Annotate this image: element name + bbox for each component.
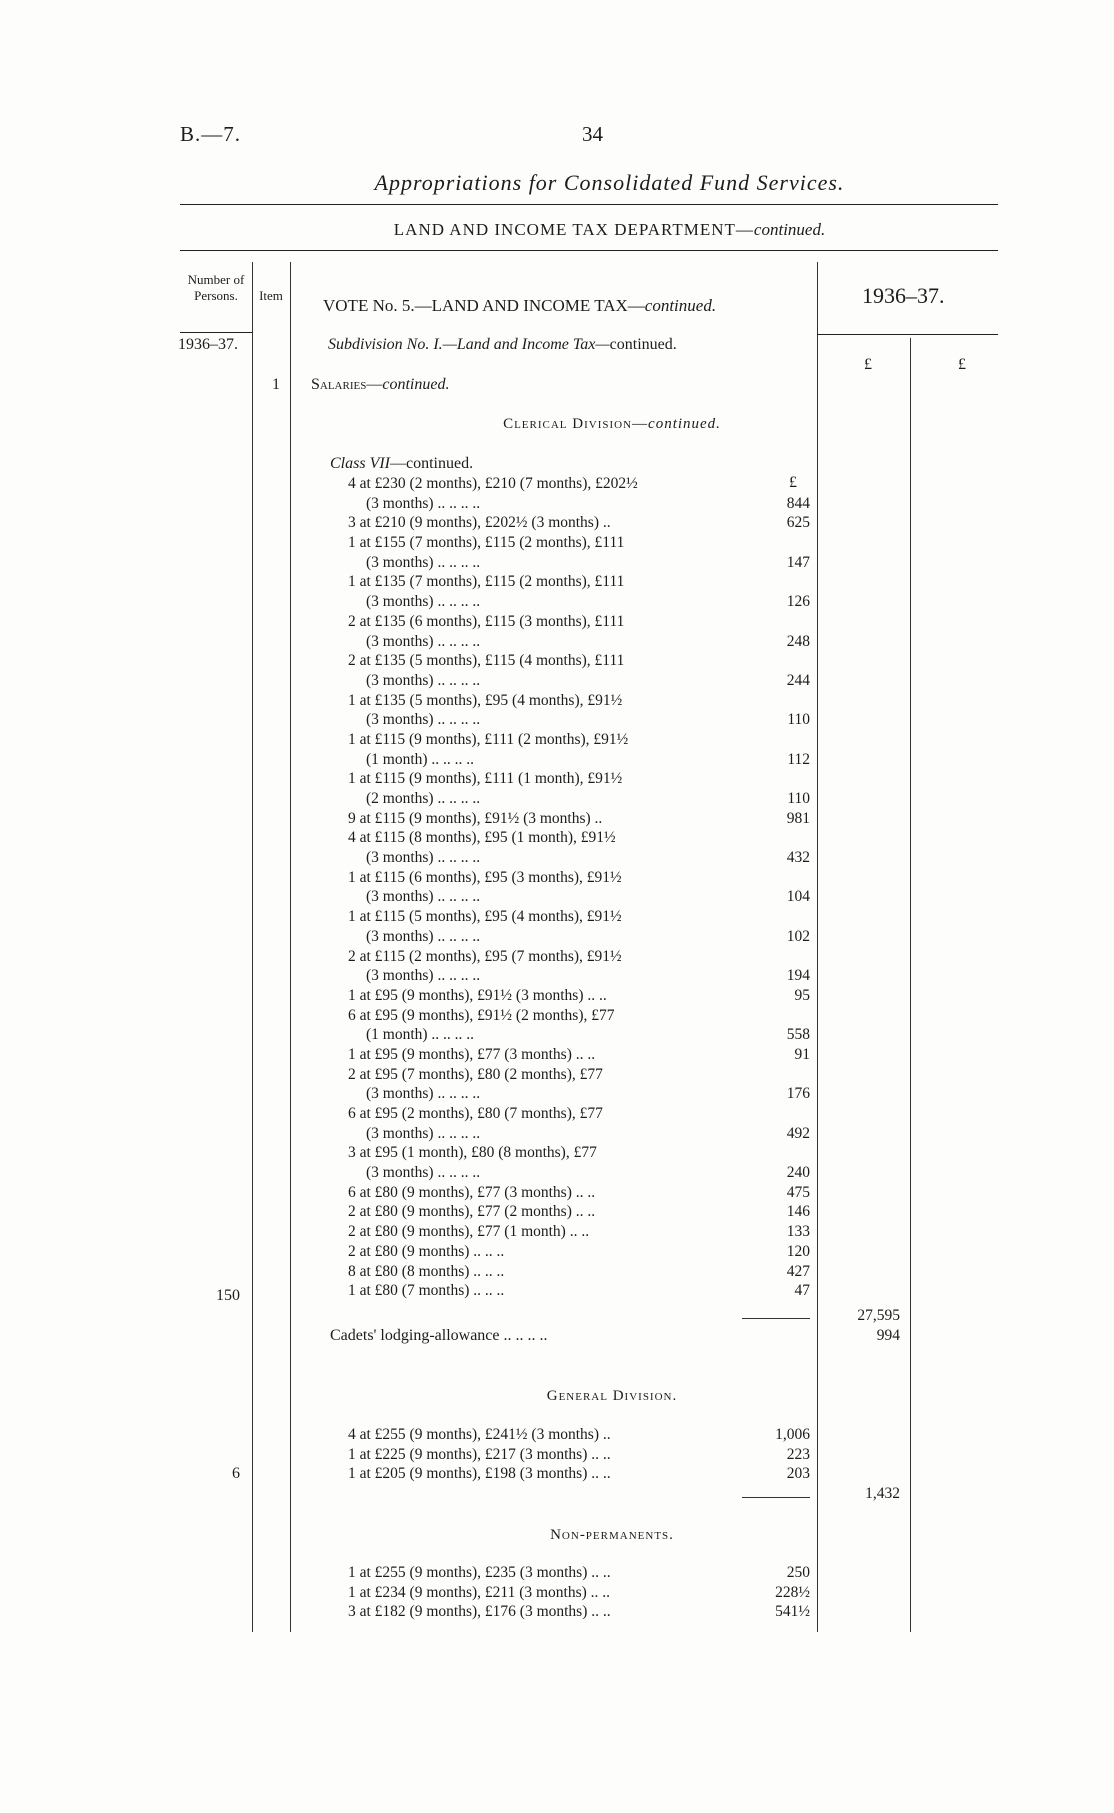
entry-description: 2 at £135 (5 months), £115 (4 months), £111 bbox=[348, 652, 625, 670]
persons-column-header: Number of Persons. bbox=[187, 272, 245, 303]
entry-description: 1 at £95 (9 months), £77 (3 months) .. .. bbox=[348, 1045, 596, 1063]
entry-amount: 91 bbox=[794, 1045, 810, 1063]
general-division-heading: General Division. bbox=[546, 1388, 678, 1404]
entry-amount: 112 bbox=[787, 750, 810, 768]
entry-description: 1 at £115 (9 months), £111 (1 month), £91½ bbox=[348, 770, 623, 788]
vote-continued: continued. bbox=[644, 296, 717, 315]
table-row bbox=[330, 710, 810, 730]
page-number: 34 bbox=[582, 122, 603, 146]
entry-description: 1 at £255 (9 months), £235 (3 months) .. .. bbox=[348, 1564, 611, 1581]
pound-inline: £ bbox=[789, 474, 797, 491]
table-row bbox=[330, 572, 810, 592]
entry-description: (3 months) .. .. .. .. bbox=[366, 1124, 481, 1142]
entry-description: 1 at £205 (9 months), £198 (3 months) .. .. bbox=[348, 1465, 611, 1483]
entry-amount: 146 bbox=[786, 1203, 810, 1221]
entry-amount: 475 bbox=[786, 1183, 810, 1201]
pound-column-1: £ bbox=[864, 356, 872, 373]
table-row bbox=[330, 1084, 810, 1104]
entry-amount: 176 bbox=[786, 1085, 810, 1103]
entry-amount: 147 bbox=[786, 553, 810, 571]
table-row bbox=[330, 828, 810, 848]
clerical-total: 27,595 bbox=[857, 1307, 900, 1324]
table-row bbox=[330, 966, 810, 986]
entry-amount: 194 bbox=[786, 967, 810, 985]
table-row bbox=[330, 1143, 810, 1163]
table-row bbox=[330, 533, 810, 553]
table-row bbox=[330, 848, 810, 868]
entry-amount: 981 bbox=[786, 809, 810, 827]
non-permanents-heading: Non-permanents. bbox=[550, 1527, 674, 1543]
entry-amount: 133 bbox=[786, 1223, 810, 1241]
entry-amount: 110 bbox=[787, 711, 810, 729]
table-row bbox=[330, 494, 810, 514]
entry-amount: 432 bbox=[786, 849, 810, 867]
entry-description: 4 at £255 (9 months), £241½ (3 months) .. bbox=[348, 1426, 611, 1443]
entry-description: 2 at £80 (9 months), £77 (2 months) .. .. bbox=[348, 1203, 596, 1221]
entry-description: 1 at £234 (9 months), £211 (3 months) .. .. bbox=[348, 1583, 611, 1601]
table-row bbox=[330, 1006, 810, 1026]
entry-amount: 844 bbox=[786, 494, 810, 512]
entry-description: 1 at £225 (9 months), £217 (3 months) .. .. bbox=[348, 1445, 611, 1463]
entry-description: 4 at £115 (8 months), £95 (1 month), £91½ bbox=[348, 829, 616, 847]
entry-description: 6 at £80 (9 months), £77 (3 months) .. .. bbox=[348, 1183, 596, 1201]
table-row bbox=[330, 513, 810, 533]
entry-description: 8 at £80 (8 months) .. .. .. bbox=[348, 1262, 505, 1280]
subdivision-name: Subdivision No. I.—Land and Income Tax— bbox=[328, 336, 610, 353]
entry-amount: 250 bbox=[786, 1564, 810, 1581]
clerical-entries bbox=[330, 474, 810, 1301]
title-rule bbox=[180, 204, 998, 205]
table-row bbox=[330, 1222, 810, 1242]
vote-title bbox=[323, 296, 716, 316]
entry-description: (3 months) .. .. .. .. bbox=[366, 967, 481, 985]
document-ref: B.—7. bbox=[180, 122, 242, 146]
entry-description: 3 at £182 (9 months), £176 (3 months) .. .. bbox=[348, 1603, 611, 1621]
entry-description: (3 months) .. .. .. .. bbox=[366, 494, 481, 512]
entry-amount: 240 bbox=[786, 1164, 810, 1182]
entry-description: 1 at £115 (5 months), £95 (4 months), £91½ bbox=[348, 908, 622, 926]
table-row bbox=[330, 1242, 810, 1262]
cadets-allowance-label: Cadets' lodging-allowance .. .. .. .. bbox=[330, 1327, 548, 1344]
persons-column-line bbox=[252, 262, 253, 1632]
table-row bbox=[330, 809, 810, 829]
table-row bbox=[330, 730, 810, 750]
clerical-subtotal-rule bbox=[742, 1318, 810, 1319]
persons-year: 1936–37. bbox=[178, 336, 238, 353]
entry-amount: 427 bbox=[786, 1262, 810, 1280]
general-total: 1,432 bbox=[865, 1485, 900, 1502]
entry-description: 1 at £135 (5 months), £95 (4 months), £91½ bbox=[348, 691, 623, 709]
table-row bbox=[330, 553, 810, 573]
table-row bbox=[330, 1281, 810, 1301]
item-column-header: Item bbox=[259, 288, 283, 303]
entry-description: (3 months) .. .. .. .. bbox=[366, 1164, 481, 1182]
table-row bbox=[330, 691, 810, 711]
table-row bbox=[330, 1163, 810, 1183]
salaries-continued: continued. bbox=[382, 376, 450, 393]
vote-name: VOTE No. 5.—LAND AND INCOME TAX— bbox=[323, 296, 645, 315]
department-continued: continued. bbox=[753, 220, 826, 239]
entry-description: 2 at £80 (9 months), £77 (1 month) .. .. bbox=[348, 1223, 590, 1241]
entry-description: (3 months) .. .. .. .. bbox=[366, 849, 481, 867]
clerical-persons: 150 bbox=[216, 1287, 240, 1304]
table-row bbox=[330, 1425, 810, 1445]
table-row bbox=[330, 1262, 810, 1282]
entry-description: (3 months) .. .. .. .. bbox=[366, 671, 481, 689]
item-number: 1 bbox=[272, 376, 280, 393]
entry-amount: 244 bbox=[786, 671, 810, 689]
page-title: Appropriations for Consolidated Fund Services. bbox=[374, 170, 845, 195]
general-entries bbox=[330, 1425, 810, 1484]
entry-description: (3 months) .. .. .. .. bbox=[366, 711, 481, 729]
entry-amount: 110 bbox=[787, 790, 810, 807]
table-row bbox=[330, 1602, 810, 1622]
salaries-heading bbox=[311, 376, 449, 394]
entry-amount: 203 bbox=[786, 1465, 810, 1483]
entry-amount: 104 bbox=[786, 888, 810, 906]
entry-amount: 126 bbox=[786, 593, 810, 611]
entry-amount: 47 bbox=[794, 1282, 810, 1300]
entry-description: 2 at £95 (7 months), £80 (2 months), £77 bbox=[348, 1065, 603, 1083]
pound-column-2: £ bbox=[958, 356, 966, 373]
entry-description: 2 at £135 (6 months), £115 (3 months), £111 bbox=[348, 612, 625, 630]
table-row bbox=[330, 1065, 810, 1085]
table-row bbox=[330, 1583, 810, 1603]
amount-split-line bbox=[910, 338, 911, 1632]
entry-amount: 228½ bbox=[775, 1583, 810, 1601]
table-row bbox=[330, 769, 810, 789]
entry-description: (3 months) .. .. .. .. bbox=[366, 553, 481, 571]
non-permanent-entries bbox=[330, 1563, 810, 1622]
subdivision-heading bbox=[328, 336, 677, 354]
entry-amount: 625 bbox=[786, 514, 810, 532]
table-row bbox=[330, 1124, 810, 1144]
table-top-rule bbox=[180, 250, 998, 251]
entry-description: (3 months) .. .. .. .. bbox=[366, 888, 481, 906]
class-name: Class VII bbox=[330, 455, 390, 472]
year-column-header: 1936–37. bbox=[862, 283, 945, 308]
entry-description: (1 month) .. .. .. .. bbox=[366, 1026, 475, 1044]
entry-description: 1 at £95 (9 months), £91½ (3 months) .. .. bbox=[348, 986, 607, 1004]
general-persons: 6 bbox=[232, 1465, 240, 1482]
table-row bbox=[330, 1025, 810, 1045]
table-row bbox=[330, 750, 810, 770]
entry-description: (3 months) .. .. .. .. bbox=[366, 927, 481, 945]
entry-amount: 558 bbox=[786, 1026, 810, 1044]
table-row bbox=[330, 1464, 810, 1484]
entry-amount: 1,006 bbox=[775, 1426, 810, 1443]
entry-amount: 120 bbox=[786, 1242, 810, 1260]
entry-description: (1 month) .. .. .. .. bbox=[366, 750, 475, 768]
table-row bbox=[330, 1202, 810, 1222]
table-row bbox=[330, 474, 810, 494]
table-row bbox=[330, 986, 810, 1006]
cadets-allowance-amount: 994 bbox=[876, 1327, 900, 1344]
entry-description: 2 at £80 (9 months) .. .. .. bbox=[348, 1242, 505, 1260]
table-row bbox=[330, 868, 810, 888]
entry-description: 1 at £135 (7 months), £115 (2 months), £111 bbox=[348, 573, 625, 591]
table-row bbox=[330, 789, 810, 809]
entry-description: 1 at £80 (7 months) .. .. .. bbox=[348, 1282, 505, 1300]
persons-header-rule bbox=[180, 332, 252, 333]
entry-description: 3 at £95 (1 month), £80 (8 months), £77 bbox=[348, 1144, 597, 1162]
clerical-division-heading bbox=[0, 416, 1114, 433]
table-row bbox=[330, 651, 810, 671]
clerical-heading-label: Clerical Division— bbox=[503, 416, 649, 432]
entry-description: (3 months) .. .. .. .. bbox=[366, 1085, 481, 1103]
entry-description: 6 at £95 (2 months), £80 (7 months), £77 bbox=[348, 1105, 603, 1122]
table-row bbox=[330, 927, 810, 947]
table-row bbox=[330, 592, 810, 612]
entry-description: 9 at £115 (9 months), £91½ (3 months) .. bbox=[348, 809, 603, 827]
table-row bbox=[330, 1104, 810, 1124]
entry-description: 1 at £155 (7 months), £115 (2 months), £111 bbox=[348, 534, 625, 552]
entry-description: 4 at £230 (2 months), £210 (7 months), £202½ bbox=[348, 475, 638, 492]
clerical-heading-continued: continued. bbox=[648, 416, 721, 432]
table-row bbox=[330, 907, 810, 927]
amount-column-line bbox=[817, 262, 818, 1632]
entry-amount: 223 bbox=[786, 1445, 810, 1463]
table-row bbox=[330, 1563, 810, 1583]
entry-description: (3 months) .. .. .. .. bbox=[366, 632, 481, 650]
table-row bbox=[330, 632, 810, 652]
entry-description: 6 at £95 (9 months), £91½ (2 months), £77 bbox=[348, 1006, 615, 1024]
table-row bbox=[330, 887, 810, 907]
table-row bbox=[330, 612, 810, 632]
entry-amount: 248 bbox=[786, 632, 810, 650]
class-continued: —continued. bbox=[390, 455, 474, 472]
class-heading bbox=[330, 455, 473, 473]
entry-description: (3 months) .. .. .. .. bbox=[366, 593, 481, 611]
entry-amount: 492 bbox=[786, 1124, 810, 1142]
table-row bbox=[330, 1183, 810, 1203]
entry-description: (2 months) .. .. .. .. bbox=[366, 790, 481, 807]
table-row bbox=[330, 1045, 810, 1065]
subdivision-continued: continued. bbox=[609, 336, 677, 353]
entry-description: 2 at £115 (2 months), £95 (7 months), £91½ bbox=[348, 947, 622, 965]
general-subtotal-rule bbox=[742, 1497, 810, 1498]
entry-amount: 541½ bbox=[775, 1603, 810, 1621]
item-column-line bbox=[290, 262, 291, 1632]
entry-description: 3 at £210 (9 months), £202½ (3 months) .. bbox=[348, 514, 611, 532]
table-row bbox=[330, 671, 810, 691]
department-name: LAND AND INCOME TAX DEPARTMENT— bbox=[393, 220, 754, 239]
table-row bbox=[330, 1445, 810, 1465]
entry-amount: 102 bbox=[786, 927, 810, 945]
entry-description: 1 at £115 (6 months), £95 (3 months), £91½ bbox=[348, 868, 622, 886]
entry-description: 1 at £115 (9 months), £111 (2 months), £91½ bbox=[348, 730, 629, 748]
table-row bbox=[330, 947, 810, 967]
entry-amount: 95 bbox=[794, 986, 810, 1004]
department-heading bbox=[0, 220, 1114, 240]
amount-header-rule bbox=[817, 334, 998, 335]
salaries-label: Salaries— bbox=[311, 376, 383, 393]
